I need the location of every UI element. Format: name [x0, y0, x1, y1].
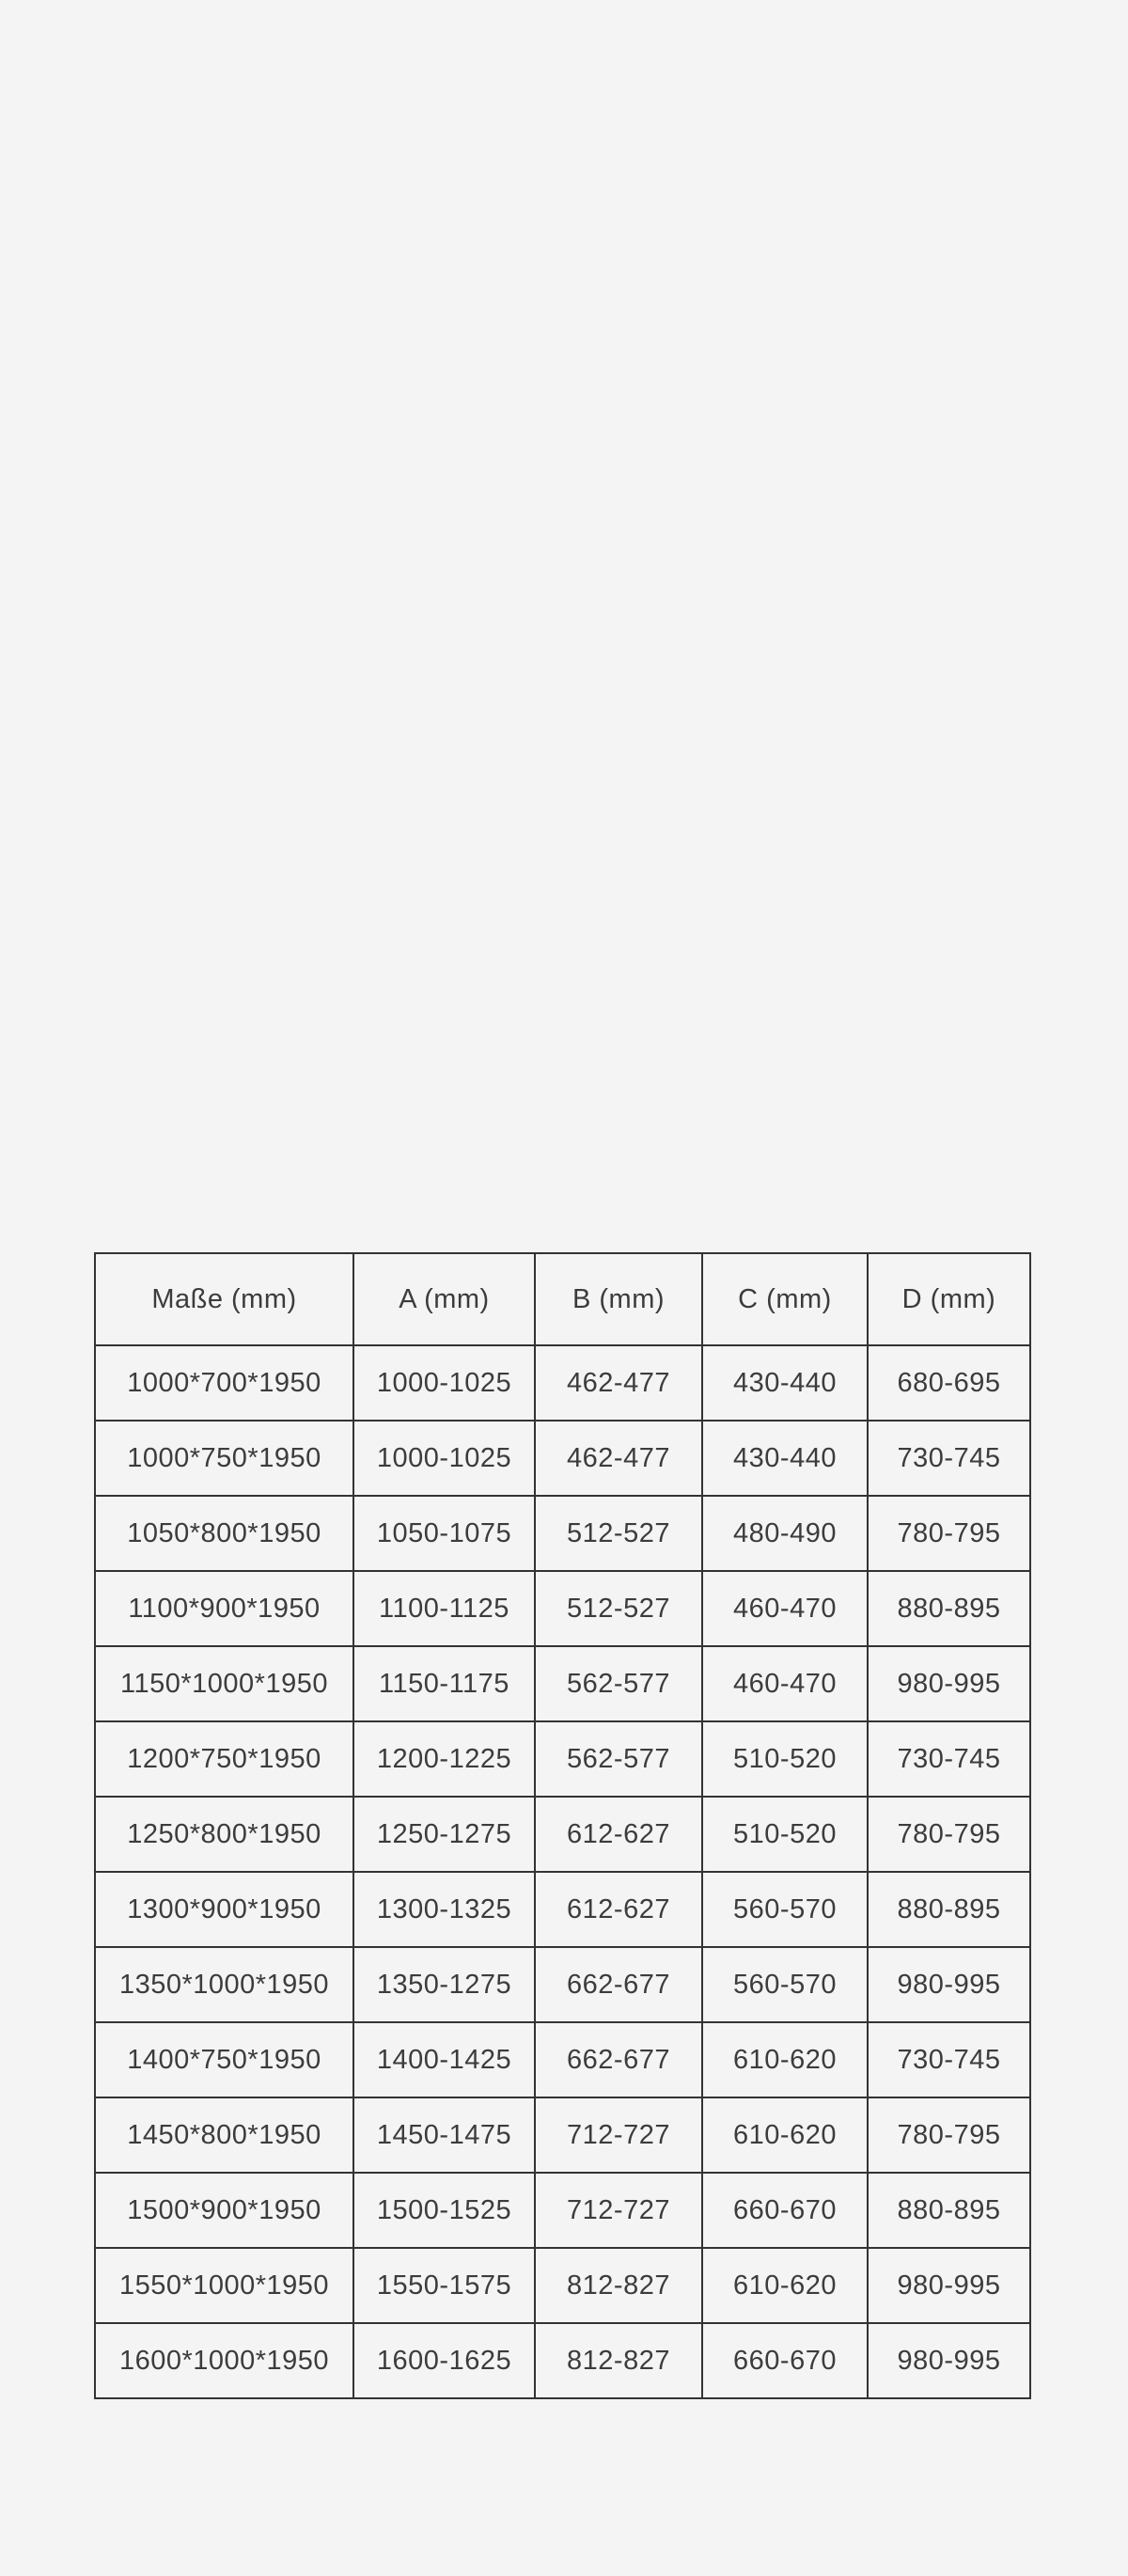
- cell-a: 1300-1325: [353, 1872, 535, 1947]
- cell-a: 1150-1175: [353, 1646, 535, 1721]
- table-row: [95, 1421, 1030, 1496]
- cell-b: 612-627: [535, 1872, 702, 1947]
- cell-b: 812-827: [535, 2323, 702, 2398]
- cell-c: 510-520: [702, 1797, 868, 1872]
- cell-d: 880-895: [868, 1571, 1030, 1646]
- table-row: [95, 1345, 1030, 1421]
- cell-d: 980-995: [868, 2248, 1030, 2323]
- size-table: [94, 1252, 1031, 2399]
- header-a: A (mm): [353, 1253, 535, 1345]
- table-row: [95, 1872, 1030, 1947]
- cell-b: 662-677: [535, 1947, 702, 2022]
- cell-b: 462-477: [535, 1345, 702, 1421]
- cell-d: 730-745: [868, 2022, 1030, 2097]
- cell-c: 480-490: [702, 1496, 868, 1571]
- cell-b: 562-577: [535, 1646, 702, 1721]
- cell-d: 780-795: [868, 1797, 1030, 1872]
- header-b: B (mm): [535, 1253, 702, 1345]
- cell-c: 610-620: [702, 2022, 868, 2097]
- cell-masse: 1600*1000*1950: [95, 2323, 353, 2398]
- cell-masse: 1250*800*1950: [95, 1797, 353, 1872]
- table-row: [95, 1797, 1030, 1872]
- table-row: [95, 1947, 1030, 2022]
- cell-b: 512-527: [535, 1496, 702, 1571]
- table-header: [95, 1253, 1030, 1345]
- cell-a: 1350-1275: [353, 1947, 535, 2022]
- cell-masse: 1300*900*1950: [95, 1872, 353, 1947]
- cell-c: 560-570: [702, 1947, 868, 2022]
- table-row: [95, 2097, 1030, 2173]
- cell-a: 1050-1075: [353, 1496, 535, 1571]
- cell-c: 660-670: [702, 2173, 868, 2248]
- cell-a: 1250-1275: [353, 1797, 535, 1872]
- cell-masse: 1050*800*1950: [95, 1496, 353, 1571]
- cell-c: 660-670: [702, 2323, 868, 2398]
- cell-masse: 1000*700*1950: [95, 1345, 353, 1421]
- cell-a: 1500-1525: [353, 2173, 535, 2248]
- cell-d: 680-695: [868, 1345, 1030, 1421]
- header-c: C (mm): [702, 1253, 868, 1345]
- table-body: [95, 1345, 1030, 2398]
- cell-a: 1200-1225: [353, 1721, 535, 1797]
- cell-a: 1000-1025: [353, 1345, 535, 1421]
- cell-b: 612-627: [535, 1797, 702, 1872]
- cell-d: 780-795: [868, 1496, 1030, 1571]
- cell-masse: 1150*1000*1950: [95, 1646, 353, 1721]
- cell-c: 610-620: [702, 2248, 868, 2323]
- table-row: [95, 2248, 1030, 2323]
- table-row: [95, 1571, 1030, 1646]
- table-row: [95, 2022, 1030, 2097]
- cell-a: 1100-1125: [353, 1571, 535, 1646]
- cell-b: 562-577: [535, 1721, 702, 1797]
- cell-c: 510-520: [702, 1721, 868, 1797]
- table-row: [95, 1496, 1030, 1571]
- table-row: [95, 1721, 1030, 1797]
- cell-masse: 1000*750*1950: [95, 1421, 353, 1496]
- header-d: D (mm): [868, 1253, 1030, 1345]
- cell-d: 980-995: [868, 1646, 1030, 1721]
- cell-a: 1400-1425: [353, 2022, 535, 2097]
- cell-d: 730-745: [868, 1721, 1030, 1797]
- cell-b: 812-827: [535, 2248, 702, 2323]
- cell-masse: 1500*900*1950: [95, 2173, 353, 2248]
- cell-d: 880-895: [868, 1872, 1030, 1947]
- cell-masse: 1400*750*1950: [95, 2022, 353, 2097]
- table-row: [95, 2173, 1030, 2248]
- cell-masse: 1200*750*1950: [95, 1721, 353, 1797]
- table-row: [95, 1646, 1030, 1721]
- cell-d: 980-995: [868, 2323, 1030, 2398]
- cell-c: 560-570: [702, 1872, 868, 1947]
- cell-masse: 1450*800*1950: [95, 2097, 353, 2173]
- cell-b: 512-527: [535, 1571, 702, 1646]
- header-row: [95, 1253, 1030, 1345]
- table-row: [95, 2323, 1030, 2398]
- cell-c: 460-470: [702, 1646, 868, 1721]
- cell-masse: 1350*1000*1950: [95, 1947, 353, 2022]
- cell-c: 430-440: [702, 1421, 868, 1496]
- cell-b: 712-727: [535, 2097, 702, 2173]
- cell-a: 1450-1475: [353, 2097, 535, 2173]
- cell-d: 980-995: [868, 1947, 1030, 2022]
- cell-b: 462-477: [535, 1421, 702, 1496]
- cell-a: 1600-1625: [353, 2323, 535, 2398]
- cell-d: 730-745: [868, 1421, 1030, 1496]
- cell-d: 880-895: [868, 2173, 1030, 2248]
- cell-d: 780-795: [868, 2097, 1030, 2173]
- cell-masse: 1550*1000*1950: [95, 2248, 353, 2323]
- cell-b: 662-677: [535, 2022, 702, 2097]
- cell-a: 1000-1025: [353, 1421, 535, 1496]
- header-masse: Maße (mm): [95, 1253, 353, 1345]
- cell-a: 1550-1575: [353, 2248, 535, 2323]
- cell-c: 430-440: [702, 1345, 868, 1421]
- cell-masse: 1100*900*1950: [95, 1571, 353, 1646]
- cell-b: 712-727: [535, 2173, 702, 2248]
- cell-c: 610-620: [702, 2097, 868, 2173]
- cell-c: 460-470: [702, 1571, 868, 1646]
